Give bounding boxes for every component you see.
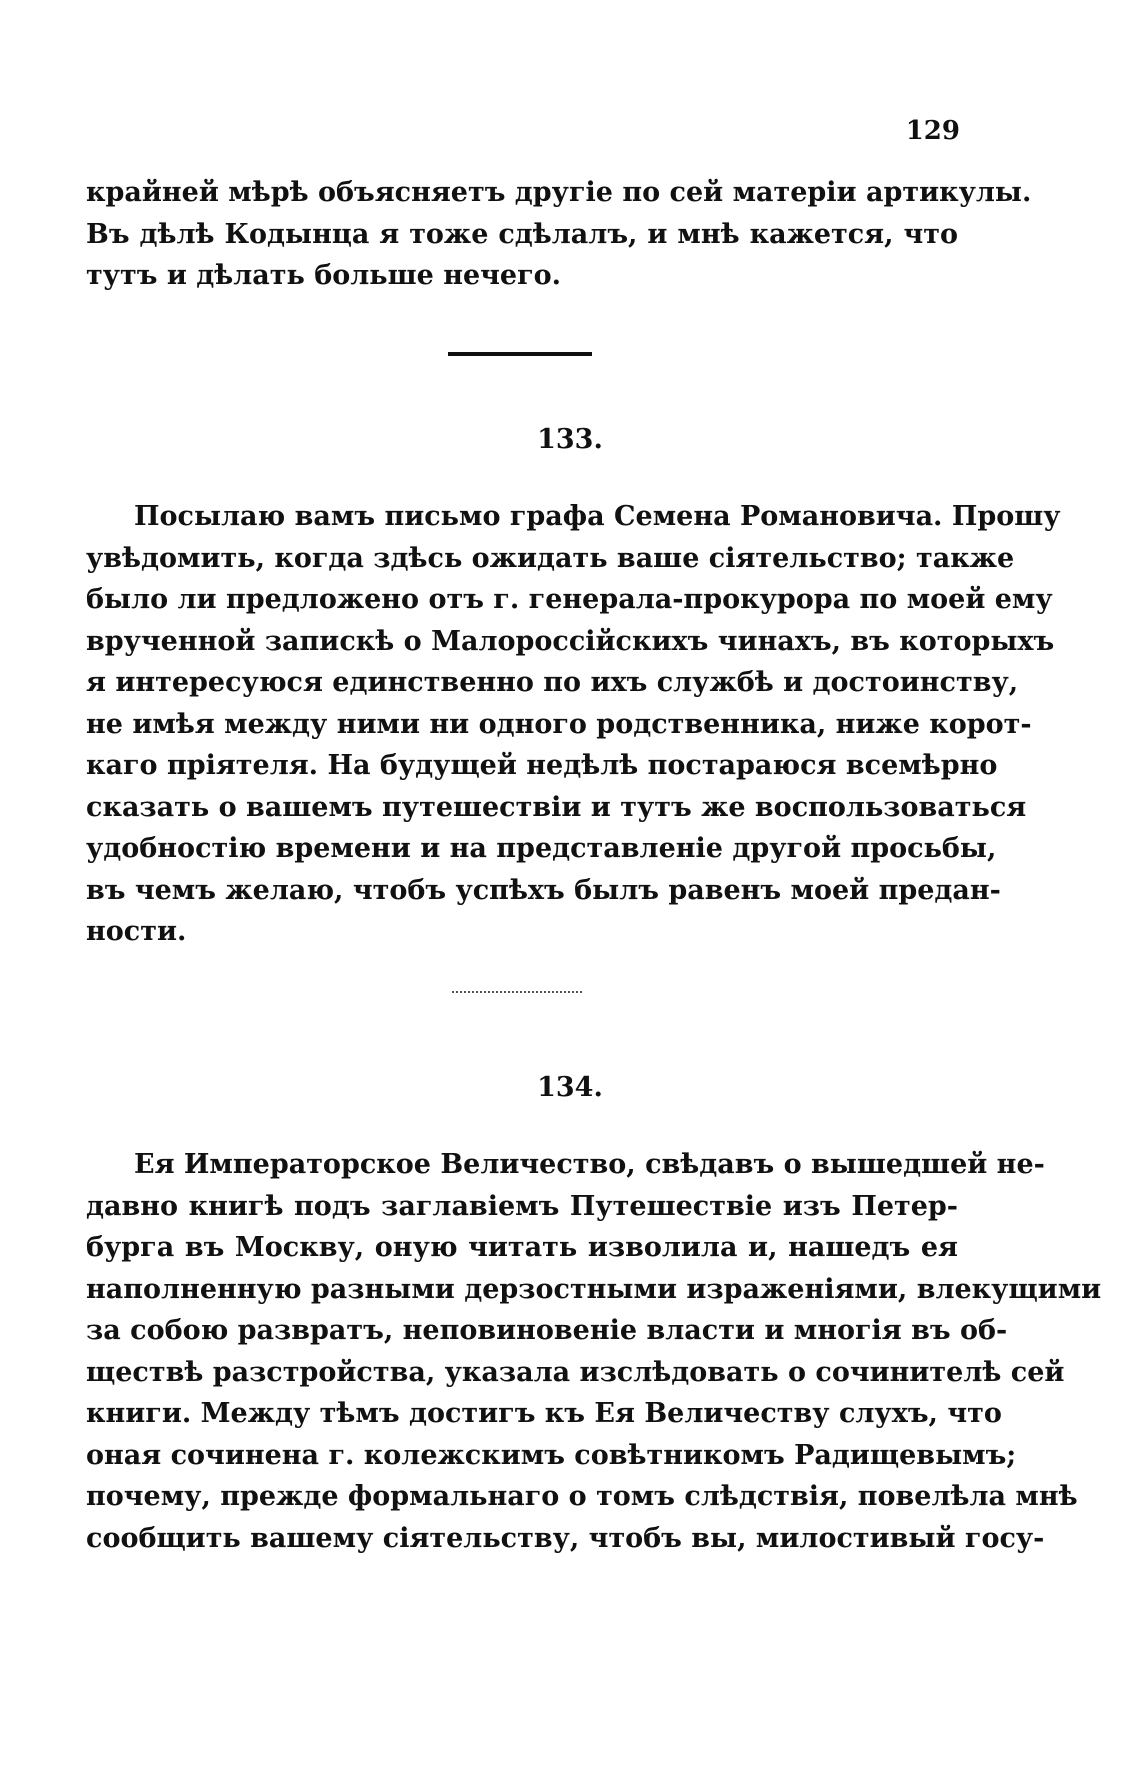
text-line: удобностію времени и на представленіе другой просьбы, xyxy=(86,833,997,864)
dotted-divider xyxy=(452,991,582,993)
text-line: Въ дѣлѣ Кодынца я тоже сдѣлалъ, и мнѣ кажется, что xyxy=(86,218,958,250)
text-line: наполненную разными дерзостными израженіями, влекущими xyxy=(86,1273,1102,1305)
letter-134-body xyxy=(86,1144,1102,1559)
text-line: оная сочинена г. колежскимъ совѣтникомъ Радищевымъ; xyxy=(86,1439,1017,1471)
text-line: сказать о вашемъ путешествіи и тутъ же воспользоваться xyxy=(86,791,1027,823)
text-line: увѣдомить, когда здѣсь ожидать ваше сіятельство; также xyxy=(86,542,1015,574)
text-line: каго пріятеля. На будущей недѣлѣ постараюся всемѣрно xyxy=(86,750,998,781)
text-line: почему, прежде формальнаго о томъ слѣдствія, повелѣла мнѣ xyxy=(86,1481,1078,1512)
letter-134-heading: 134. xyxy=(537,1072,603,1103)
previous-letter-ending xyxy=(86,172,1032,297)
letter-133-heading: 133. xyxy=(537,424,603,455)
text-line: было ли предложено отъ г. генерала-прокурора по моей ему xyxy=(86,584,1053,615)
text-line: книги. Между тѣмъ достигъ къ Ея Величеству слухъ, что xyxy=(86,1398,1002,1429)
text-line: крайней мѣрѣ объясняетъ другіе по сей матеріи артикулы. xyxy=(86,177,1032,208)
text-line: ществѣ разстройства, указала изслѣдовать о сочинителѣ сей xyxy=(86,1356,1065,1388)
text-line: Посылаю вамъ письмо графа Семена Романовича. Прошу xyxy=(134,501,1061,532)
text-line: бурга въ Москву, оную читать изволила и, нашедъ ея xyxy=(86,1232,958,1263)
section-divider xyxy=(448,352,592,356)
text-line: въ чемъ желаю, чтобъ успѣхъ былъ равенъ моей предан- xyxy=(86,874,1001,906)
letter-133-body xyxy=(86,496,1061,953)
text-line: врученной запискѣ о Малороссійскихъ чинахъ, въ которыхъ xyxy=(86,625,1055,657)
text-line: давно книгѣ подъ заглавіемъ Путешествіе изъ Петер- xyxy=(86,1190,958,1222)
text-line: за собою развратъ, неповиновеніе власти и многія въ об- xyxy=(86,1315,1008,1346)
text-line: тутъ и дѣлать больше нечего. xyxy=(86,260,562,291)
page-number: 129 xyxy=(905,116,960,146)
text-line: не имѣя между ними ни одного родственника, ниже корот- xyxy=(86,708,1032,740)
text-line: ности. xyxy=(86,916,187,947)
text-line: я интересуюся единственно по ихъ службѣ и достоинству, xyxy=(86,667,1019,698)
text-line: сообщить вашему сіятельству, чтобъ вы, милостивый госу- xyxy=(86,1522,1045,1554)
text-line: Ея Императорское Величество, свѣдавъ о вышедшей не- xyxy=(134,1149,1045,1180)
